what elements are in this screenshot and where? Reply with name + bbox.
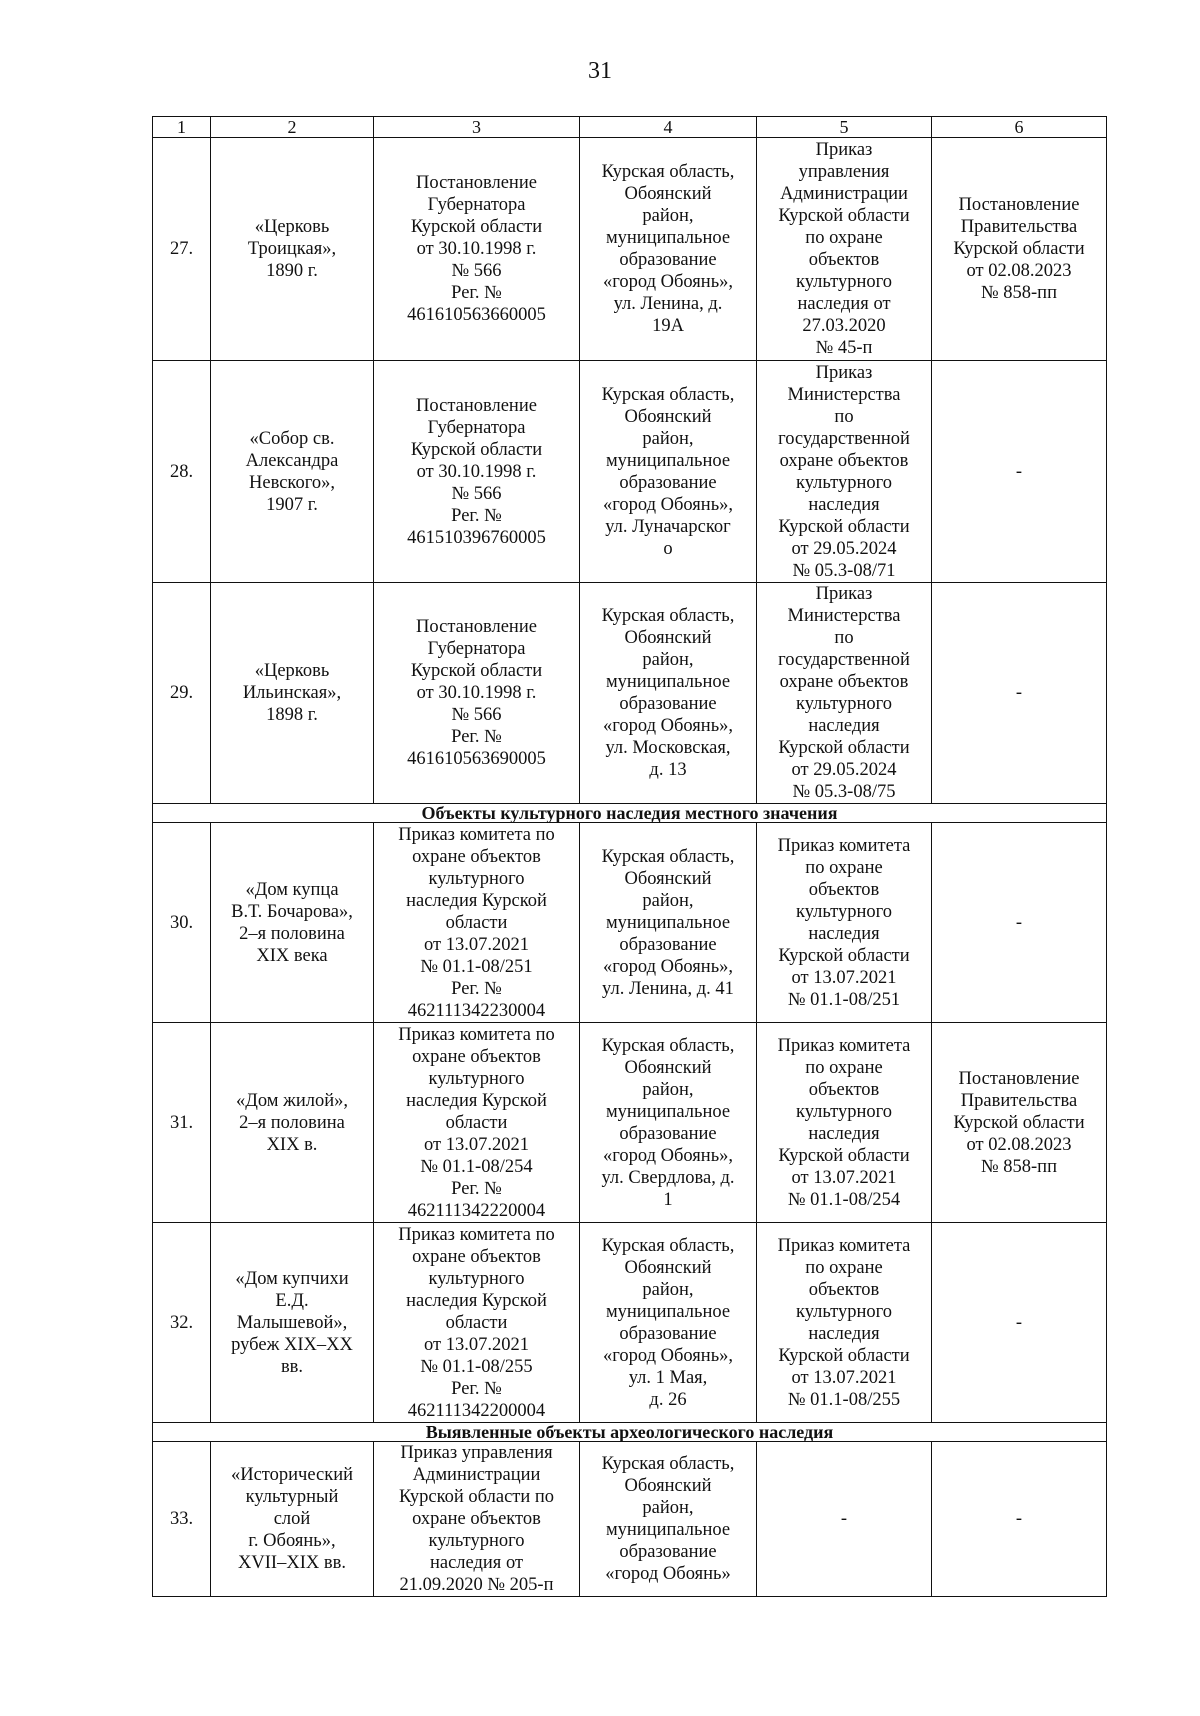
protection-order: Приказ Министерства по государственной охране объектов культурного наследия Курской области от 29.05.2024 № 05.3-08/75 xyxy=(757,583,932,804)
column-header: 1 xyxy=(153,117,211,138)
section-title: Выявленные объекты археологического наследия xyxy=(153,1423,1107,1442)
government-resolution: Постановление Правительства Курской области от 02.08.2023 № 858-пп xyxy=(932,1023,1107,1223)
registration-document: Приказ комитета по охране объектов культурного наследия Курской области от 13.07.2021 № 01.1-08/251 Рег. № 462111342230004 xyxy=(374,823,580,1023)
registration-document: Приказ комитета по охране объектов культурного наследия Курской области от 13.07.2021 № 01.1-08/255 Рег. № 462111342200004 xyxy=(374,1223,580,1423)
object-name: «Церковь Троицкая», 1890 г. xyxy=(211,138,374,361)
column-header: 2 xyxy=(211,117,374,138)
protection-order: Приказ управления Администрации Курской области по охране объектов культурного наследия от 27.03.2020 № 45-п xyxy=(757,138,932,361)
registration-document: Постановление Губернатора Курской области от 30.10.1998 г. № 566 Рег. № 461510396760005 xyxy=(374,361,580,583)
registration-document: Постановление Губернатора Курской области от 30.10.1998 г. № 566 Рег. № 461610563690005 xyxy=(374,583,580,804)
table-row xyxy=(153,361,1107,583)
government-resolution: Постановление Правительства Курской области от 02.08.2023 № 858-пп xyxy=(932,138,1107,361)
row-number: 32. xyxy=(153,1223,211,1423)
object-address: Курская область, Обоянский район, муниципальное образование «город Обоянь», ул. Луначарског о xyxy=(580,361,757,583)
table-row xyxy=(153,138,1107,361)
object-name: «Церковь Ильинская», 1898 г. xyxy=(211,583,374,804)
protection-order: Приказ комитета по охране объектов культурного наследия Курской области от 13.07.2021 № 01.1-08/251 xyxy=(757,823,932,1023)
object-address: Курская область, Обоянский район, муниципальное образование «город Обоянь», ул. 1 Мая, д. 26 xyxy=(580,1223,757,1423)
object-address: Курская область, Обоянский район, муниципальное образование «город Обоянь», ул. Московская, д. 13 xyxy=(580,583,757,804)
column-header: 5 xyxy=(757,117,932,138)
object-address: Курская область, Обоянский район, муниципальное образование «город Обоянь» xyxy=(580,1442,757,1597)
registration-document: Приказ управления Администрации Курской области по охране объектов культурного наследия от 21.09.2020 № 205-п xyxy=(374,1442,580,1597)
government-resolution: - xyxy=(932,583,1107,804)
object-address: Курская область, Обоянский район, муниципальное образование «город Обоянь», ул. Ленина, д. 41 xyxy=(580,823,757,1023)
object-address: Курская область, Обоянский район, муниципальное образование «город Обоянь», ул. Ленина, д. 19А xyxy=(580,138,757,361)
section-header-archaeological xyxy=(153,1423,1107,1442)
protection-order: Приказ Министерства по государственной охране объектов культурного наследия Курской области от 29.05.2024 № 05.3-08/71 xyxy=(757,361,932,583)
row-number: 30. xyxy=(153,823,211,1023)
row-number: 28. xyxy=(153,361,211,583)
registration-document: Постановление Губернатора Курской области от 30.10.1998 г. № 566 Рег. № 461610563660005 xyxy=(374,138,580,361)
object-name: «Исторический культурный слой г. Обоянь», XVII–XIX вв. xyxy=(211,1442,374,1597)
government-resolution: - xyxy=(932,823,1107,1023)
object-address: Курская область, Обоянский район, муниципальное образование «город Обоянь», ул. Свердлова, д. 1 xyxy=(580,1023,757,1223)
column-header: 4 xyxy=(580,117,757,138)
table-row xyxy=(153,583,1107,804)
object-name: «Дом купчихи Е.Д. Малышевой», рубеж XIX–XX вв. xyxy=(211,1223,374,1423)
column-header: 3 xyxy=(374,117,580,138)
column-header: 6 xyxy=(932,117,1107,138)
object-name: «Собор св. Александра Невского», 1907 г. xyxy=(211,361,374,583)
protection-order: - xyxy=(757,1442,932,1597)
table-row xyxy=(153,1223,1107,1423)
protection-order: Приказ комитета по охране объектов культурного наследия Курской области от 13.07.2021 № 01.1-08/255 xyxy=(757,1223,932,1423)
protection-order: Приказ комитета по охране объектов культурного наследия Курской области от 13.07.2021 № 01.1-08/254 xyxy=(757,1023,932,1223)
table-row xyxy=(153,1442,1107,1597)
table-row xyxy=(153,823,1107,1023)
government-resolution: - xyxy=(932,361,1107,583)
section-header-local xyxy=(153,804,1107,823)
row-number: 27. xyxy=(153,138,211,361)
page-number: 31 xyxy=(588,58,612,84)
object-name: «Дом купца В.Т. Бочарова», 2–я половина XIX века xyxy=(211,823,374,1023)
government-resolution: - xyxy=(932,1223,1107,1423)
table-row xyxy=(153,1023,1107,1223)
row-number: 33. xyxy=(153,1442,211,1597)
section-title: Объекты культурного наследия местного значения xyxy=(153,804,1107,823)
government-resolution: - xyxy=(932,1442,1107,1597)
object-name: «Дом жилой», 2–я половина XIX в. xyxy=(211,1023,374,1223)
row-number: 31. xyxy=(153,1023,211,1223)
table-header-row xyxy=(153,117,1107,138)
heritage-registry-table xyxy=(152,116,1107,1597)
registration-document: Приказ комитета по охране объектов культурного наследия Курской области от 13.07.2021 № 01.1-08/254 Рег. № 462111342220004 xyxy=(374,1023,580,1223)
row-number: 29. xyxy=(153,583,211,804)
